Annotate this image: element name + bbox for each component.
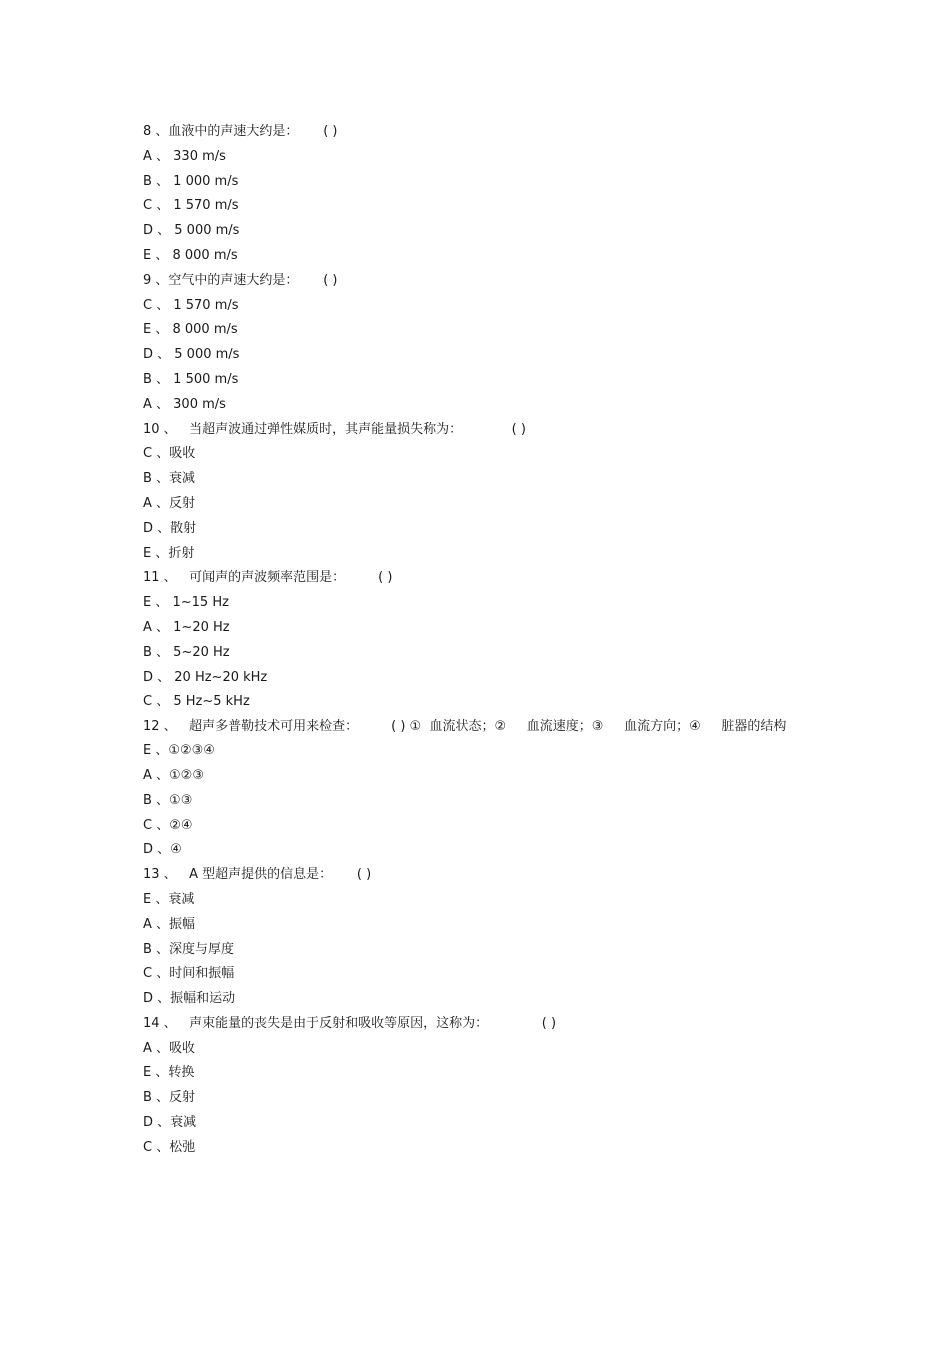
option: A 、 300 m/s	[143, 396, 226, 412]
question-stem: 12 、 超声多普勒技术可用来检查： ( ) ① 血流状态；② 血流速度；③ 血流方向；④ 脏器的结构	[143, 719, 787, 735]
question-stem: 9 、空气中的声速大约是： ( )	[143, 272, 338, 288]
question-stem: 13 、 A 型超声提供的信息是： ( )	[143, 867, 372, 883]
option: D 、 5 000 m/s	[143, 223, 240, 239]
option: E 、 1~15 Hz	[143, 595, 229, 611]
option: A 、吸收	[143, 1040, 196, 1056]
option: C 、 1 570 m/s	[143, 297, 239, 313]
question-8	[143, 120, 823, 269]
option: A 、 1~20 Hz	[143, 619, 230, 635]
option: E 、 8 000 m/s	[143, 247, 238, 263]
option: D 、 5 000 m/s	[143, 347, 240, 363]
option: D 、④	[143, 842, 182, 858]
option: B 、①③	[143, 792, 193, 808]
option: C 、 1 570 m/s	[143, 198, 239, 214]
question-stem: 8 、血液中的声速大约是： ( )	[143, 124, 338, 139]
question-stem: 14 、 声束能量的丧失是由于反射和吸收等原因，这称为： ( )	[143, 1015, 557, 1031]
option: B 、 5~20 Hz	[143, 644, 230, 660]
option: C 、时间和振幅	[143, 966, 235, 982]
option: D 、振幅和运动	[143, 991, 236, 1007]
question-stem: 10 、 当超声波通过弹性媒质时，其声能量损失称为： ( )	[143, 421, 526, 437]
question-9	[143, 269, 823, 418]
option: E 、衰减	[143, 891, 195, 907]
option: B 、反射	[143, 1090, 196, 1106]
option: A 、 330 m/s	[143, 148, 226, 164]
option: D 、衰减	[143, 1115, 197, 1131]
option: D 、散射	[143, 520, 197, 536]
question-11	[143, 566, 823, 715]
question-12	[143, 715, 823, 863]
option: C 、松弛	[143, 1139, 196, 1155]
option: B 、衰减	[143, 471, 196, 487]
option: E 、①②③④	[143, 743, 215, 759]
option: E 、折射	[143, 545, 195, 561]
question-14	[143, 1012, 823, 1161]
question-stem: 11 、 可闻声的声波频率范围是： ( )	[143, 570, 393, 586]
option: A 、①②③	[143, 767, 204, 783]
option: E 、 8 000 m/s	[143, 322, 238, 338]
option: C 、 5 Hz~5 kHz	[143, 694, 250, 710]
option: A 、反射	[143, 495, 196, 511]
option: B 、 1 500 m/s	[143, 371, 239, 387]
option: D 、 20 Hz~20 kHz	[143, 669, 268, 685]
exam-question-list	[143, 120, 823, 1161]
question-13	[143, 863, 823, 1012]
option: B 、深度与厚度	[143, 941, 235, 957]
option: B 、 1 000 m/s	[143, 173, 239, 189]
option: C 、②④	[143, 817, 193, 833]
question-10	[143, 418, 823, 567]
option: C 、吸收	[143, 446, 196, 462]
option: E 、转换	[143, 1065, 195, 1081]
option: A 、振幅	[143, 916, 196, 932]
